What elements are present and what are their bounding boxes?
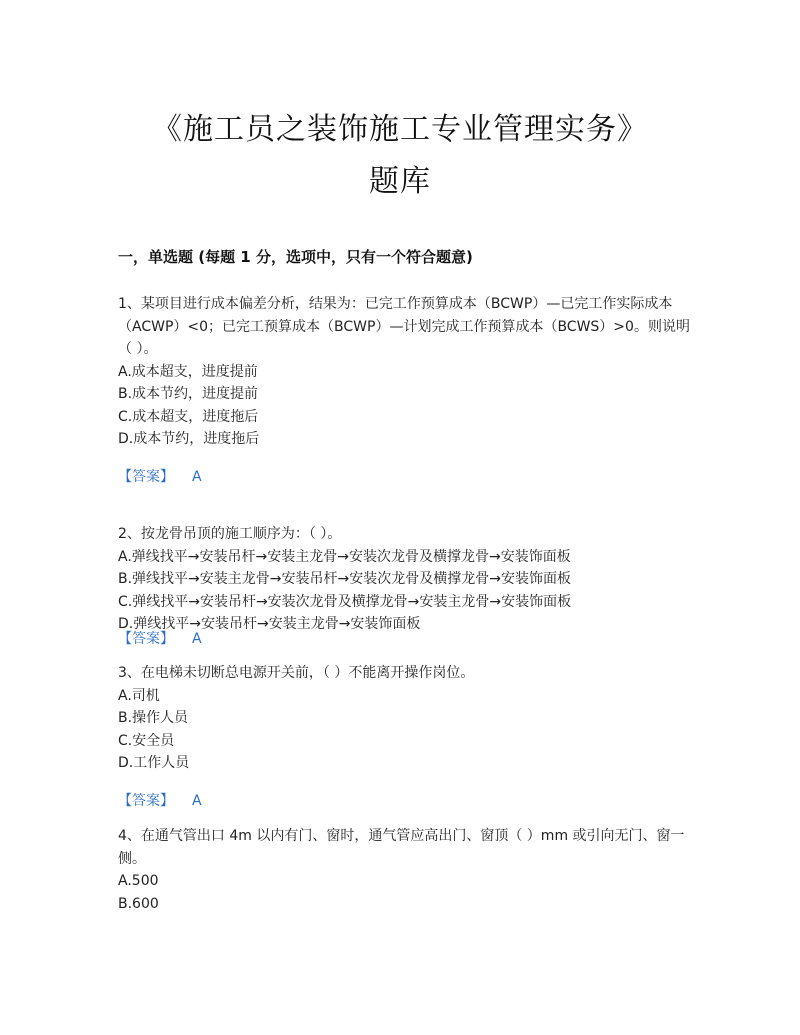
question-4 — [118, 825, 690, 915]
document-title-line1: 《施工员之装饰施工专业管理实务》 — [152, 112, 648, 147]
option-d: D.成本节约，进度拖后 — [118, 431, 260, 447]
question-stem: 1、某项目进行成本偏差分析，结果为：已完工作预算成本（BCWP）—已完工作实际成本（ACWP）<0；已完工预算成本（BCWP）—计划完成工作预算成本（BCWS）>0。则说明（ ）。 — [118, 296, 690, 357]
document-title-line2: 题库 — [369, 164, 431, 199]
option-a: A.500 — [118, 873, 159, 889]
option-c: C.安全员 — [118, 732, 175, 749]
option-c: C.弹线找平→安装吊杆→安装次龙骨及横撑龙骨→安装主龙骨→安装饰面板 — [118, 593, 572, 610]
answer-1 — [118, 466, 202, 486]
question-stem: 3、在电梯未切断总电源开关前，（ ）不能离开操作岗位。 — [118, 665, 475, 681]
answer-2 — [118, 628, 202, 648]
question-1 — [118, 293, 690, 451]
answer-label: 【答案】 — [118, 631, 174, 647]
answer-value: A — [192, 631, 202, 647]
answer-value: A — [192, 469, 202, 485]
option-b: B.成本节约，进度提前 — [118, 386, 259, 402]
option-b: B.操作人员 — [118, 710, 189, 726]
section-heading: 一，单选题 (每题 1 分，选项中，只有一个符合题意) — [118, 248, 473, 266]
question-stem: 4、在通气管出口 4m 以内有门、窗时，通气管应高出门、窗顶（ ）mm 或引向无门、窗一侧。 — [118, 828, 685, 867]
answer-value: A — [192, 793, 202, 809]
option-a: A.弹线找平→安装吊杆→安装主龙骨→安装次龙骨及横撑龙骨→安装饰面板 — [118, 548, 571, 565]
answer-3 — [118, 790, 202, 810]
option-a: A.成本超支，进度提前 — [118, 363, 258, 380]
question-2 — [118, 523, 690, 636]
answer-label: 【答案】 — [118, 793, 174, 809]
option-d: D.工作人员 — [118, 755, 190, 771]
answer-label: 【答案】 — [118, 469, 174, 485]
option-d: D.弹线找平→安装吊杆→安装主龙骨→安装饰面板 — [118, 616, 421, 632]
option-b: B.弹线找平→安装主龙骨→安装吊杆→安装次龙骨及横撑龙骨→安装饰面板 — [118, 571, 571, 587]
option-a: A.司机 — [118, 687, 160, 704]
option-c: C.成本超支，进度拖后 — [118, 408, 259, 425]
option-b: B.600 — [118, 895, 159, 912]
question-stem: 2、按龙骨吊顶的施工顺序为：（ ）。 — [118, 526, 342, 542]
question-3 — [118, 662, 690, 775]
